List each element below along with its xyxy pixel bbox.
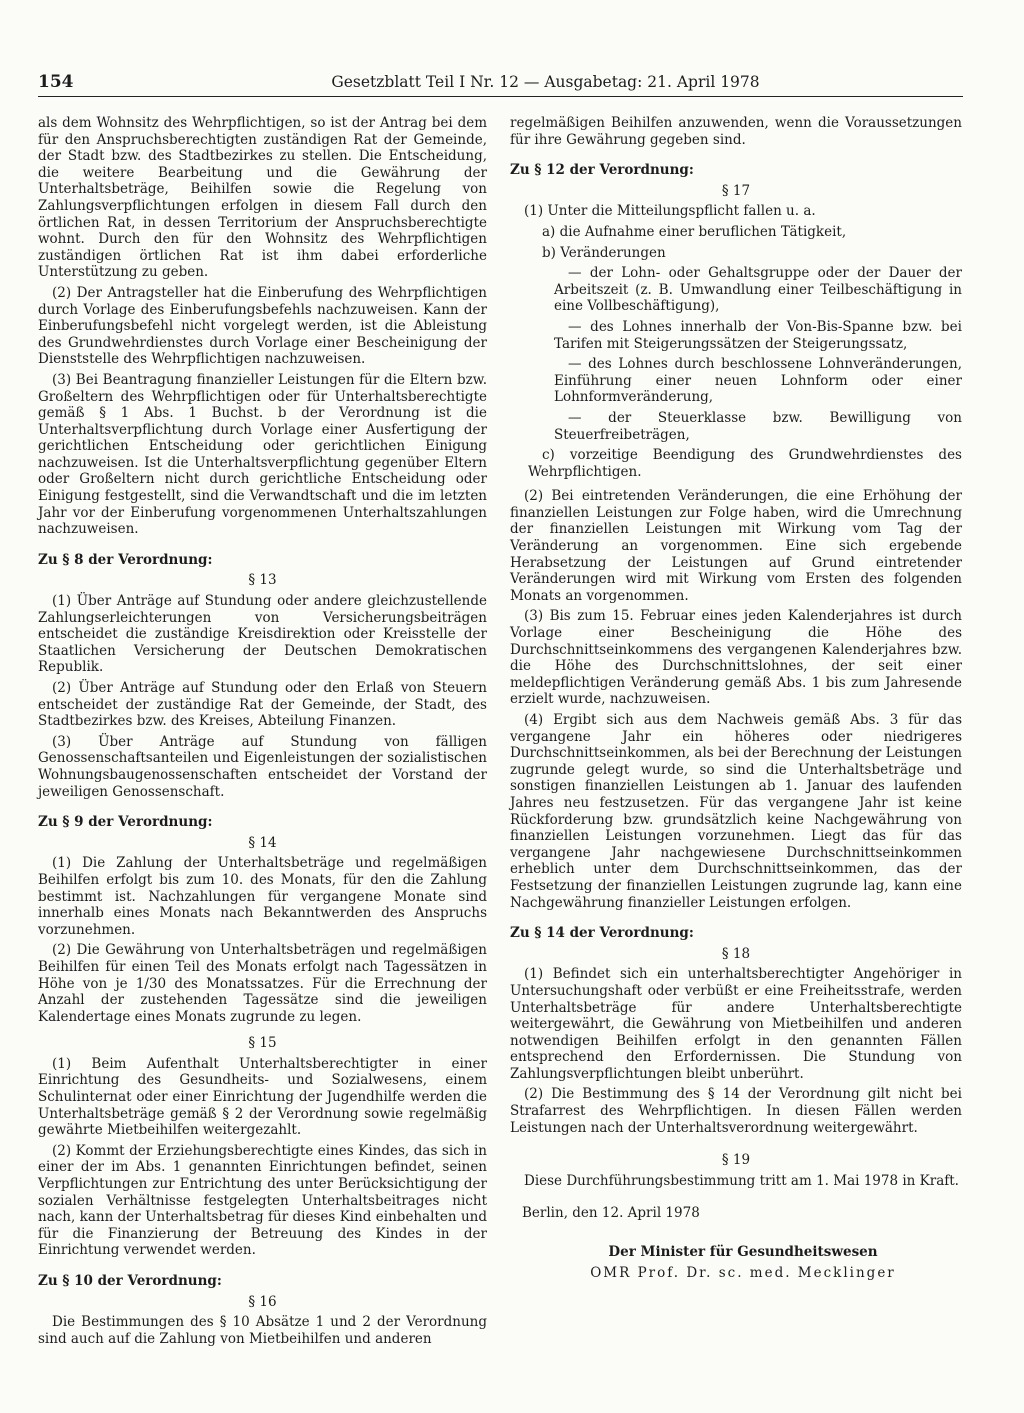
list-item: a) die Aufnahme einer beruflichen Tätigkeit,	[542, 223, 847, 240]
left-column	[38, 115, 487, 1351]
section-heading: Zu § 14 der Verordnung:	[510, 925, 694, 942]
paragraph: (2) Kommt der Erziehungsberechtigte eines Kindes, das sich in einer der im Abs. 1 genannten Einrichtungen befindet, seinen Verpflichtungen zur Entrichtung des unter Berücksichtigung der sozialen Verhältnisse festgelegten Unterhaltsbeitrages nicht nach, kann der Unterhaltsbetrag für dieses Kind einbehalten und für die Finanzierung der Betreuung des Kindes in der Einrichtung verwendet werden.	[38, 1142, 487, 1259]
dash-item: — des Lohnes innerhalb der Von-Bis-Spanne bzw. bei Tarifen mit Steigerungssätzen der Steigerungssatz,	[554, 318, 962, 352]
dash-item: — des Lohnes durch beschlossene Lohnveränderungen, Einführung einer neuen Lohnform oder einer Lohnformveränderung,	[554, 356, 962, 406]
paragraph: (1) Unter die Mitteilungspflicht fallen u. a.	[524, 203, 816, 220]
paragraph: (1) Über Anträge auf Stundung oder andere gleichzustellende Zahlungserleichterungen von Versicherungsbeiträgen entscheidet die zuständige Kreisdirektion oder Kreisstelle der Staatlichen Versicherung der Deutschen Demokratischen Republik.	[38, 593, 487, 676]
paragraph: (1) Beim Aufenthalt Unterhaltsberechtigter in einer Einrichtung des Gesundheits- und Sozialwesens, einem Schulinternat oder einer Einrichtung der Jugendhilfe werden die Unterhaltsbeträge gemäß § 2 der Verordnung sowie regelmäßig gewährte Mietbeihilfen weitergezahlt.	[38, 1055, 487, 1139]
section-number: § 13	[248, 572, 277, 589]
list-item: c) vorzeitige Beendigung des Grundwehrdienstes des Wehrpflichtigen.	[528, 447, 962, 480]
signer-name: OMR Prof. Dr. sc. med. Mecklinger	[590, 1264, 896, 1281]
section-heading: Zu § 12 der Verordnung:	[510, 162, 694, 179]
section-number: § 15	[248, 1035, 277, 1052]
place-date: Berlin, den 12. April 1978	[522, 1205, 700, 1222]
gazette-title: Gesetzblatt Teil I Nr. 12 — Ausgabetag: 21. April 1978	[331, 73, 760, 91]
paragraph: als dem Wohnsitz des Wehrpflichtigen, so ist der Antrag bei dem für den Anspruchsberechtigten zuständigen Rat der Gemeinde, der Stadt bzw. des Stadtbezirkes zu stellen. Die Entscheidung, die weitere Bearbeitung und die Gewährung der Unterhaltsbeträge, Beihilfen sowie die Regelung von Zahlungsverpflichtungen erfolgen in diesem Fall durch den örtlichen Rat, in dessen Territorium der Anspruchsberechtigte wohnt. Durch den für den Wohnsitz des Wehrpflichtigen zuständigen örtlichen Rat ist ihm dabei erforderliche Unterstützung zu geben.	[38, 115, 487, 281]
paragraph: (2) Der Antragsteller hat die Einberufung des Wehrpflichtigen durch Vorlage des Einberufungsbefehls nachzuweisen. Kann der Einberufungsbefehl nicht vorgelegt werden, ist die Ableistung des Grundwehrdienstes durch Vorlage einer Bescheinigung der Dienststelle des Wehrpflichtigen nachzuweisen.	[38, 284, 487, 368]
section-number: § 16	[248, 1293, 277, 1310]
section-heading: Zu § 10 der Verordnung:	[38, 1273, 222, 1289]
paragraph: (3) Bei Beantragung finanzieller Leistungen für die Eltern bzw. Großeltern des Wehrpflichtigen oder für Unterhaltsberechtigte gemäß § 1 Abs. 1 Buchst. b der Verordnung ist die Unterhaltsverpflichtung durch Vorlage einer Ausfertigung der gerichtlichen Entscheidung oder gerichtlichen Einigung nachzuweisen. Ist die Unterhaltsverpflichtung gegenüber Eltern oder Großeltern nicht durch gerichtliche Entscheidung oder Einigung festgestellt, sind die Verwandtschaft und die im letzten Jahr vor der Einberufung vorgenommenen Unterhaltszahlungen nachzuweisen.	[38, 371, 487, 538]
section-heading: Zu § 8 der Verordnung:	[38, 551, 213, 568]
section-number: § 19	[721, 1152, 751, 1169]
dash-item: — der Lohn- oder Gehaltsgruppe oder der Dauer der Arbeitszeit (z. B. Umwandlung einer Teilbeschäftigung in eine Vollbeschäftigung),	[554, 265, 962, 315]
paragraph: (1) Befindet sich ein unterhaltsberechtigter Angehöriger in Untersuchungshaft oder verbüßt er eine Freiheitsstrafe, werden Unterhaltsbeträge für andere Unterhaltsberechtigte weitergewährt, die Gewährung von Mietbeihilfen und anderen notwendigen Beihilfen erfolgt in den genannten Fällen entsprechend den Erfordernissen. Die Stundung von Zahlungsverpflichtungen bleibt unberührt.	[510, 966, 962, 1082]
paragraph: (1) Die Zahlung der Unterhaltsbeträge und regelmäßigen Beihilfen erfolgt bis zum 10. des Monats, für den die Zahlung bestimmt ist. Nachzahlungen für vergangene Monate sind innerhalb eines Monats nach Bekanntwerden des Anspruchs vorzunehmen.	[38, 855, 487, 938]
paragraph: Die Bestimmungen des § 10 Absätze 1 und 2 der Verordnung sind auch auf die Zahlung von Mietbeihilfen und anderen	[38, 1314, 487, 1347]
paragraph: (2) Über Anträge auf Stundung oder den Erlaß von Steuern entscheidet der zuständige Rat der Gemeinde, der Stadt, des Stadtbezirkes bzw. des Kreises, Abteilung Finanzen.	[38, 680, 487, 730]
paragraph: (2) Bei eintretenden Veränderungen, die eine Erhöhung der finanziellen Leistungen zur Folge haben, wird die Umrechnung der finanziellen Leistungen mit Wirkung vom Tag der Veränderung an vorgenommen. Eine sich ergebende Herabsetzung der Leistungen auf Grund eintretender Veränderungen wird mit Wirkung vom Ersten des folgenden Monats an vorgenommen.	[510, 488, 962, 604]
page-header	[38, 70, 963, 97]
paragraph: (2) Die Bestimmung des § 14 der Verordnung gilt nicht bei Strafarrest des Wehrpflichtigen. In diesen Fällen werden Leistungen nach der Unterhaltsverordnung weitergewährt.	[510, 1086, 962, 1136]
signer-title: Der Minister für Gesundheitswesen	[608, 1244, 878, 1261]
right-column	[510, 115, 962, 1285]
paragraph: (3) Bis zum 15. Februar eines jeden Kalenderjahres ist durch Vorlage einer Bescheinigung die Höhe des Durchschnittseinkommens des vergangenen Kalenderjahres bzw. die Höhe des Durchschnittslohnes, der seit einer meldepflichtigen Veränderung gemäß Abs. 1 bis zum Jahresende erzielt wurde, nachzuweisen.	[510, 608, 962, 708]
list-item: b) Veränderungen	[542, 244, 666, 261]
paragraph: (3) Über Anträge auf Stundung von fälligen Genossenschaftsanteilen und Eigenleistungen der sozialistischen Wohnungsbaugenossenschaften entscheidet der Vorstand der jeweiligen Genossenschaft.	[38, 733, 487, 800]
section-number: § 14	[248, 834, 277, 851]
paragraph: regelmäßigen Beihilfen anzuwenden, wenn die Voraussetzungen für ihre Gewährung gegeben sind.	[510, 115, 962, 148]
section-number: § 17	[721, 182, 751, 199]
paragraph: Diese Durchführungsbestimmung tritt am 1. Mai 1978 in Kraft.	[524, 1172, 959, 1189]
paragraph: (2) Die Gewährung von Unterhaltsbeträgen und regelmäßigen Beihilfen für einen Teil des Monats erfolgt nach Tagessätzen in Höhe von je 1/30 des Monatssatzes. Für die Errechnung der Anzahl der zustehenden Tagessätze sind die jeweiligen Kalendertage eines Monats zugrunde zu legen.	[38, 942, 487, 1025]
dash-item: — der Steuerklasse bzw. Bewilligung von Steuerfreibeträgen,	[554, 409, 962, 443]
paragraph: (4) Ergibt sich aus dem Nachweis gemäß Abs. 3 für das vergangene Jahr ein höheres oder niedrigeres Durchschnittseinkommen, als bei der Berechnung der Leistungen zugrunde gelegt wurde, so sind die Unterhaltsbeträge und sonstigen finanziellen Leistungen ab 1. Januar des laufenden Jahres neu festzusetzen. Für das vergangene Jahr ist keine Rückforderung bzw. grundsätzlich keine Nachgewährung von finanziellen Leistungen vorzunehmen. Liegt das für das vergangene Jahr nachgewiesene Durchschnittseinkommen erheblich unter dem Durchschnittseinkommen, das der Festsetzung der finanziellen Leistungen zugrunde lag, kann eine Nachgewährung finanzieller Leistungen erfolgen.	[510, 712, 962, 911]
section-number: § 18	[721, 945, 751, 962]
section-heading: Zu § 9 der Verordnung:	[38, 814, 213, 831]
page-number: 154	[38, 72, 74, 92]
